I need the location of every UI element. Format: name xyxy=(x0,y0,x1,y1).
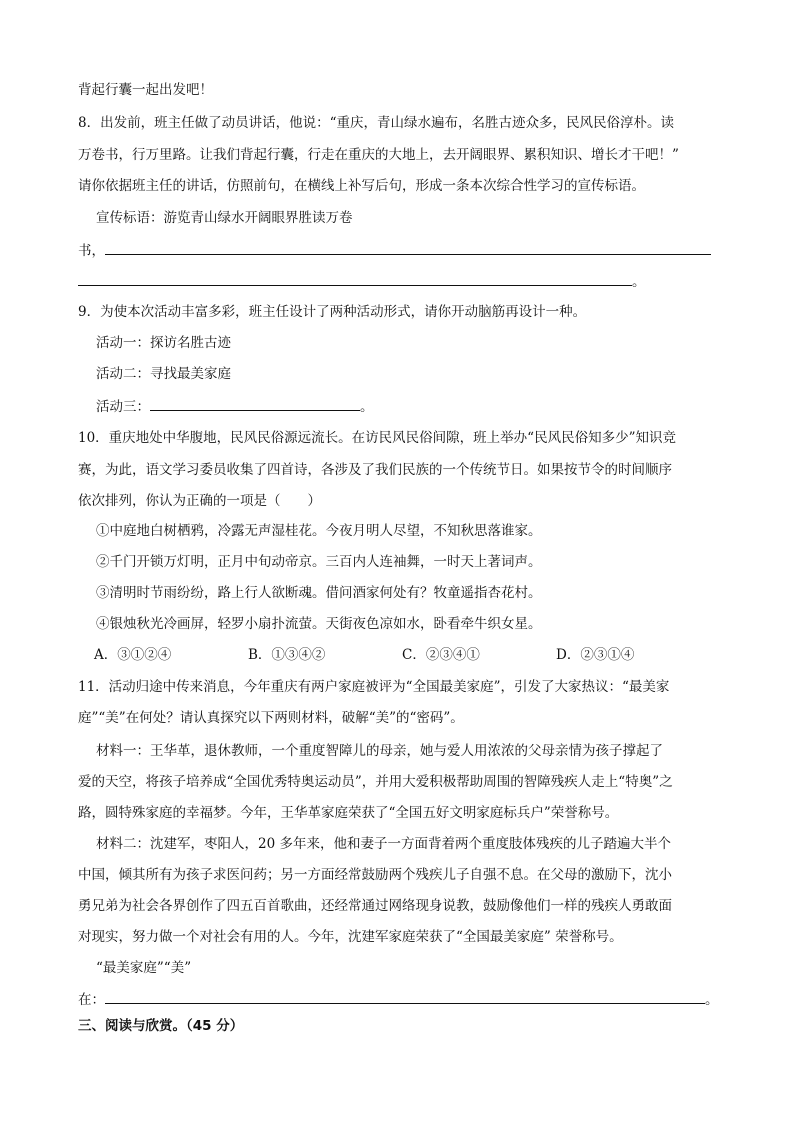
slogan-answer-blank[interactable] xyxy=(105,240,711,255)
option-b[interactable]: B．①③④② xyxy=(248,647,326,663)
slogan-answer-blank-2[interactable] xyxy=(78,271,632,286)
option-d[interactable]: D．②③①④ xyxy=(556,647,635,663)
activity-3-row xyxy=(96,396,374,417)
answer-line-end: 。 xyxy=(632,274,646,290)
material-1-text: 路，圆特殊家庭的幸福梦。今年，王华革家庭荣获了“全国五好文明家庭标兵户”荣誉称号。 xyxy=(78,805,619,821)
question-8-text: 8．出发前，班主任做了动员讲话，他说：“重庆，青山绿水遍布，名胜古迹众多，民风民俗淳朴。读 xyxy=(78,115,674,131)
material-2-text: 对现实，努力做一个对社会有用的人。今年，沈建军家庭荣获了“全国最美家庭” 荣誉称号。 xyxy=(78,929,623,945)
question-10-text: 10．重庆地处中华腹地，民风民俗源远流长。在访民风民俗间隙，班上举办“民风民俗知多少”知识竞 xyxy=(78,430,676,446)
paragraph-line: 背起行囊一起出发吧！ xyxy=(78,82,213,98)
activity-1: 活动一：探访名胜古迹 xyxy=(96,335,231,351)
question-8-text: 请你依据班主任的讲话，仿照前句，在横线上补写后句，形成一条本次综合性学习的宣传标语。 xyxy=(78,178,645,194)
beauty-answer-blank[interactable] xyxy=(105,989,705,1004)
question-8-text: 万卷书，行万里路。让我们背起行囊，行走在重庆的大地上，去开阔眼界、累积知识、增长才干吧！” xyxy=(78,147,679,163)
poem-4: ④银烛秋光冷画屏，轻罗小扇扑流萤。天街夜色凉如水，卧看牵牛织女星。 xyxy=(96,616,542,632)
question-10-text: 依次排列，你认为正确的一项是（ ） xyxy=(78,493,321,509)
poem-2: ②千门开锁万灯明，正月中旬动帝京。三百内人连袖舞，一时天上著词声。 xyxy=(96,554,542,570)
option-c[interactable]: C．②③④① xyxy=(402,647,480,663)
material-2-text: 中国，倾其所有为孩子求医问药；另一方面经常鼓励两个残疾儿子自强不息。在父母的激励下，沈小 xyxy=(78,867,672,883)
question-11-prompt: “最美家庭”“美” xyxy=(96,960,192,976)
material-1-text: 爱的天空，将孩子培养成“全国优秀特奥运动员”，并用大爱积极帮助周围的智障残疾人走上“特奥”之 xyxy=(78,774,673,790)
material-2-text: 勇兄弟为社会各界创作了四五百首歌曲，还经常通过网络现身说教，鼓励像他们一样的残疾人勇敢面 xyxy=(78,898,672,914)
activity-3-label: 活动三： xyxy=(96,399,150,415)
poem-3: ③清明时节雨纷纷，路上行人欲断魂。借问酒家何处有？牧童遥指杏花村。 xyxy=(96,585,542,601)
activity-3-blank[interactable] xyxy=(150,396,360,411)
poem-1: ①中庭地白树栖鸦，冷露无声湿桂花。今夜月明人尽望，不知秋思落谁家。 xyxy=(96,523,542,539)
activity-3-end: 。 xyxy=(360,399,374,415)
answer-line-end: 。 xyxy=(705,992,719,1008)
answer-line-prefix: 书， xyxy=(78,243,105,259)
question-11-text: 11．活动归途中传来消息，今年重庆有两户家庭被评为“全国最美家庭”，引发了大家热议：“最美家 xyxy=(78,679,670,695)
section-3-heading: 三、阅读与欣赏。（45 分） xyxy=(78,1018,244,1034)
answer-line-row xyxy=(78,240,711,261)
activity-2: 活动二：寻找最美家庭 xyxy=(96,366,231,382)
question-10-text: 赛，为此，语文学习委员收集了四首诗，各涉及了我们民族的一个传统节日。如果按节令的时间顺序 xyxy=(78,462,672,478)
slogan-prompt: 宣传标语：游览青山绿水开阔眼界胜读万卷 xyxy=(96,210,353,226)
option-a[interactable]: A．③①②④ xyxy=(94,647,172,663)
material-2-text: 材料二：沈建军，枣阳人，20 多年来，他和妻子一方面背着两个重度肢体残疾的儿子踏遍大半个 xyxy=(96,836,671,852)
question-11-text: 庭”“美”在何处？请认真探究以下两则材料，破解“美”的“密码”。 xyxy=(78,710,464,726)
question-9-text: 9．为使本次活动丰富多彩，班主任设计了两种活动形式，请你开动脑筋再设计一种。 xyxy=(78,304,587,320)
answer-line-row xyxy=(78,989,719,1010)
answer-line-row xyxy=(78,271,646,292)
answer-line-prefix: 在： xyxy=(78,992,105,1008)
material-1-text: 材料一：王华革，退休教师，一个重度智障儿的母亲，她与爱人用浓浓的父母亲情为孩子撑起了 xyxy=(96,743,663,759)
